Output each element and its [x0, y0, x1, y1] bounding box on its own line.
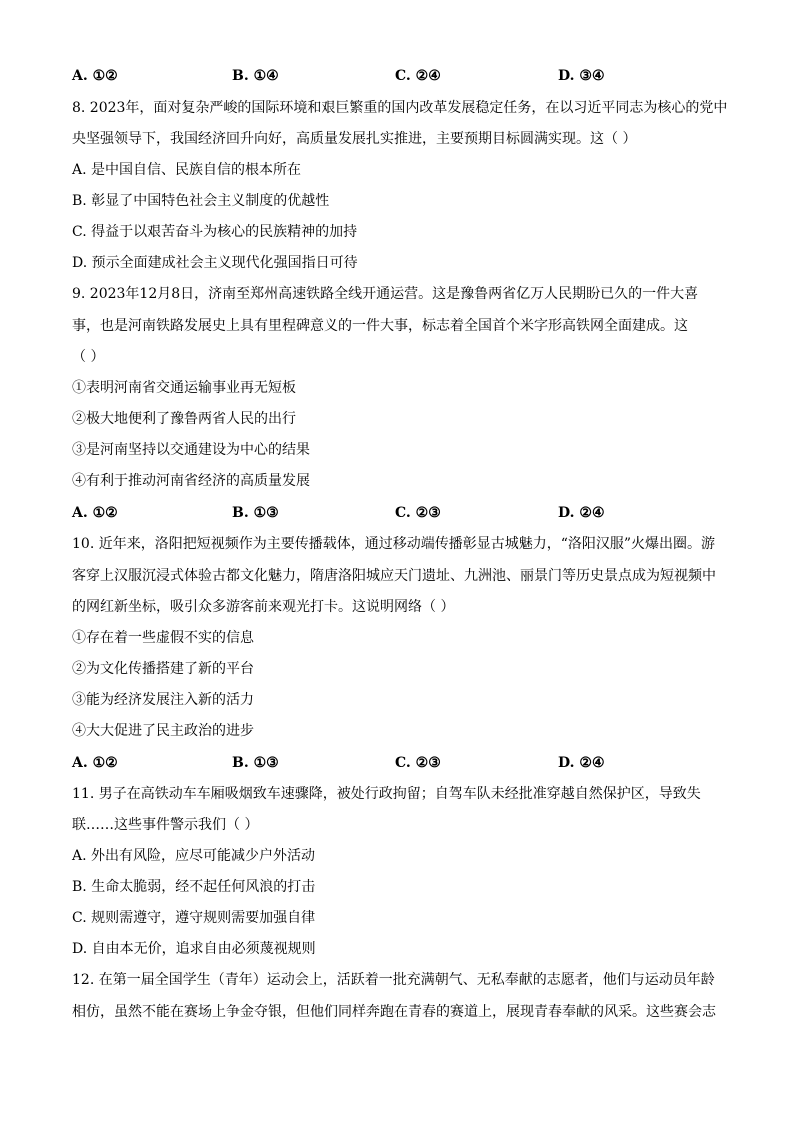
- q8-choice-a[interactable]: A. 是中国自信、民族自信的根本所在: [72, 162, 302, 178]
- option-d[interactable]: D. ②④: [558, 755, 605, 771]
- q11-choice-b[interactable]: B. 生命太脆弱，经不起任何风浪的打击: [72, 879, 316, 895]
- q11-stem-line: 11. 男子在高铁动车车厢吸烟致车速骤降，被处行政拘留；自驾车队未经批准穿越自然保护区，导致失: [72, 786, 701, 802]
- q9-item: ③是河南坚持以交通建设为中心的结果: [72, 442, 310, 458]
- q10-stem-line: 的网红新坐标，吸引众多游客前来观光打卡。这说明网络（ ）: [72, 599, 455, 615]
- q8-stem-line: 8. 2023年，面对复杂严峻的国际环境和艰巨繁重的国内改革发展稳定任务，在以习近平同志为核心的党中: [72, 100, 728, 116]
- q8-stem-line: 央坚强领导下，我国经济回升向好，高质量发展扎实推进，主要预期目标圆满实现。这（ ）: [72, 131, 637, 147]
- q9-options: [72, 503, 728, 523]
- option-c[interactable]: C. ②④: [395, 68, 441, 84]
- q10-options: [72, 753, 728, 773]
- option-b[interactable]: B. ①④: [232, 68, 279, 84]
- q10-item: ④大大促进了民主政治的进步: [72, 723, 254, 739]
- q9-item: ④有利于推动河南省经济的高质量发展: [72, 473, 310, 489]
- q11-choice-a[interactable]: A. 外出有风险，应尽可能减少户外活动: [72, 848, 316, 864]
- q7-options: [72, 66, 728, 86]
- q11-stem-line: 联……这些事件警示我们（ ）: [72, 817, 259, 833]
- q12-stem-line: 12. 在第一届全国学生（青年）运动会上，活跃着一批充满朝气、无私奉献的志愿者，他们与运动员年龄: [72, 972, 715, 988]
- q12-stem-line: 相仿，虽然不能在赛场上争金夺银，但他们同样奔跑在青春的赛道上，展现青春奉献的风采。这些赛会志: [72, 1004, 716, 1020]
- option-d[interactable]: D. ②④: [558, 505, 605, 521]
- q9-stem-line: （ ）: [72, 349, 105, 365]
- option-a[interactable]: A. ①②: [72, 505, 118, 521]
- option-c[interactable]: C. ②③: [395, 755, 441, 771]
- q8-choice-c[interactable]: C. 得益于以艰苦奋斗为核心的民族精神的加持: [72, 224, 358, 240]
- q9-item: ②极大地便利了豫鲁两省人民的出行: [72, 411, 296, 427]
- q11-choice-d[interactable]: D. 自由本无价，追求自由必须蔑视规则: [72, 941, 316, 957]
- q10-item: ②为文化传播搭建了新的平台: [72, 661, 254, 677]
- option-c[interactable]: C. ②③: [395, 505, 441, 521]
- q10-item: ①存在着一些虚假不实的信息: [72, 630, 254, 646]
- option-b[interactable]: B. ①③: [232, 505, 279, 521]
- option-a[interactable]: A. ①②: [72, 755, 118, 771]
- option-b[interactable]: B. ①③: [232, 755, 279, 771]
- q10-stem-line: 10. 近年来，洛阳把短视频作为主要传播载体，通过移动端传播彰显古城魅力，“洛阳汉服”火爆出圈。游: [72, 536, 716, 552]
- q9-item: ①表明河南省交通运输事业再无短板: [72, 380, 296, 396]
- q8-choice-d[interactable]: D. 预示全面建成社会主义现代化强国指日可待: [72, 255, 358, 271]
- option-d[interactable]: D. ③④: [558, 68, 605, 84]
- option-a[interactable]: A. ①②: [72, 68, 118, 84]
- q8-choice-b[interactable]: B. 彰显了中国特色社会主义制度的优越性: [72, 193, 330, 209]
- q9-stem-line: 事，也是河南铁路发展史上具有里程碑意义的一件大事，标志着全国首个米字形高铁网全面建成。这: [72, 318, 688, 334]
- q9-stem-line: 9. 2023年12月8日，济南至郑州高速铁路全线开通运营。这是豫鲁两省亿万人民期盼已久的一件大喜: [72, 286, 699, 302]
- q11-choice-c[interactable]: C. 规则需遵守，遵守规则需要加强自律: [72, 910, 316, 926]
- q10-stem-line: 客穿上汉服沉浸式体验古都文化魅力，隋唐洛阳城应天门遗址、九洲池、丽景门等历史景点成为短视频中: [72, 568, 716, 584]
- q10-item: ③能为经济发展注入新的活力: [72, 692, 254, 708]
